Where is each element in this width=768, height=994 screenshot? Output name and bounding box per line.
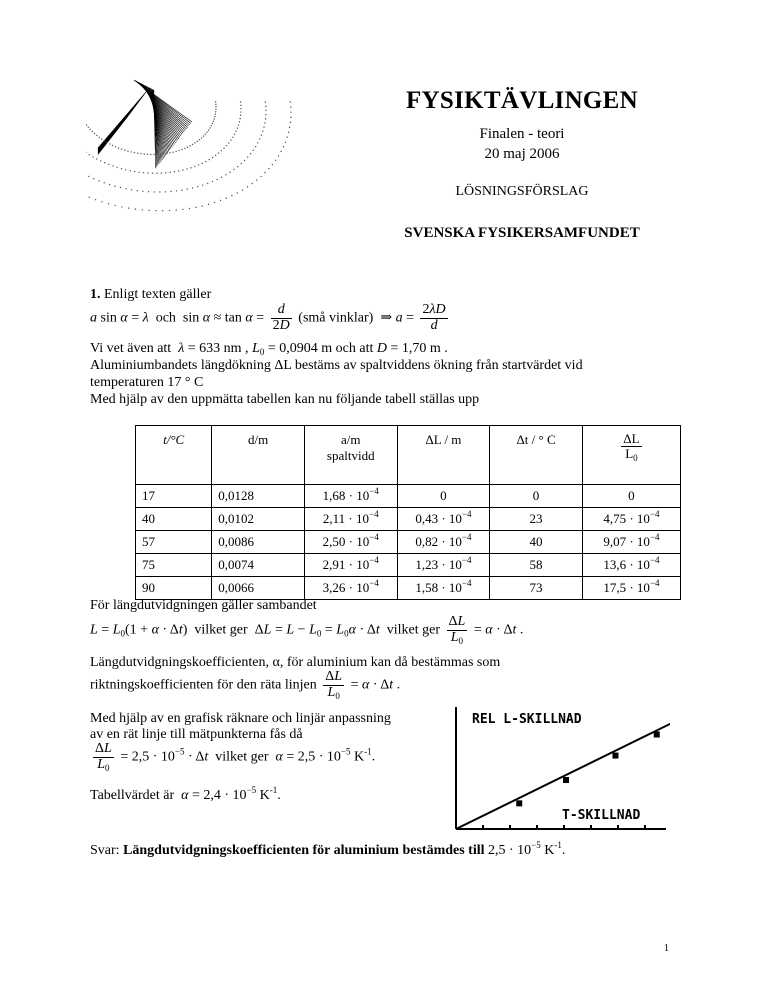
header-a-sub: spaltvidd bbox=[326, 448, 375, 463]
table-cell: $2,91 \cdot 10^{-4}$ bbox=[304, 554, 397, 577]
table-cell: $4,75 \cdot 10^{-4}$ bbox=[582, 508, 680, 531]
table-cell: $0,43 \cdot 10^{-4}$ bbox=[397, 508, 490, 531]
table-row bbox=[136, 554, 681, 577]
paragraph-2: Med hjälp av den uppmätta tabellen kan nu följande tabell ställas upp bbox=[90, 392, 480, 407]
calc-line-1: Med hjälp av en grafisk räknare och linjär anpassning bbox=[90, 711, 391, 726]
table-cell: 40 bbox=[490, 531, 583, 554]
table-cell: $2,50 \cdot 10^{-4}$ bbox=[304, 531, 397, 554]
answer-unit: K bbox=[544, 843, 555, 858]
known-values: Vi vet även att λ = 633 nm , $L_0 = 0,0904$ m och att D = 1,70 m . bbox=[90, 341, 448, 357]
header-ratio-num: ΔL bbox=[623, 431, 640, 446]
table-cell: $17,5 \cdot 10^{-4}$ bbox=[582, 577, 680, 600]
equation-1: a sin α = λ och sin α ≈ tan α = $\frac{d}{2D}$ (små vinklar) ⇒ a = $\frac{2\lambda D}{d}$ bbox=[90, 302, 446, 333]
table-cell: 40 bbox=[136, 508, 212, 531]
alpha-unit: K bbox=[354, 749, 365, 765]
table-row bbox=[136, 577, 681, 600]
calc-line-2: av en rät linje till mätpunkterna fås då bbox=[90, 727, 303, 742]
table-cell: 0 bbox=[490, 485, 583, 508]
known-prefix: Vi vet även att bbox=[90, 341, 172, 356]
alpha-exp: −5 bbox=[340, 746, 351, 757]
data-point bbox=[563, 777, 569, 783]
organization: SVENSKA FYSIKERSAMFUNDET bbox=[404, 225, 640, 241]
data-point bbox=[516, 800, 522, 806]
header-t: t/°C bbox=[163, 432, 185, 447]
subtitle-final: Finalen - teori bbox=[479, 126, 565, 142]
data-point bbox=[654, 732, 660, 738]
equation-expansion: $L = L_0(1 + \alpha \cdot \Delta t)$ vilket ger $\Delta L = L - L_0 = L_0\alpha \cdot \Delta t$ vilket ger $\frac{\Delta L}{L_0}$ = α · Δt . bbox=[90, 614, 524, 646]
answer-value: 2,5 · 10 bbox=[488, 843, 532, 858]
lambda-value: = 633 nm , bbox=[187, 341, 249, 356]
table-value: = 2,4 · 10 bbox=[192, 788, 247, 803]
problem-number: 1. bbox=[90, 287, 101, 302]
table-cell: $1,68 \cdot 10^{-4}$ bbox=[304, 485, 397, 508]
table-value-unit: K bbox=[259, 788, 270, 803]
table-cell: 58 bbox=[490, 554, 583, 577]
paragraph-1a: Aluminiumbandets längdökning ΔL bestäms av spaltviddens ökning från startvärdet vid bbox=[90, 358, 583, 373]
table-cell: 0,0074 bbox=[212, 554, 305, 577]
plot-ylabel: REL L-SKILLNAD bbox=[472, 712, 582, 727]
table-row bbox=[136, 508, 681, 531]
result-exp: −5 bbox=[174, 746, 185, 757]
table-cell: 0 bbox=[397, 485, 490, 508]
table-cell: 90 bbox=[136, 577, 212, 600]
table-header-row: t/°C d/m a/m spaltvidd ΔL / m Δt / ° C $\frac{\Delta L}{L_0}$ bbox=[136, 426, 681, 485]
derivation-intro: För längdutvidgningen gäller sambandet bbox=[90, 598, 317, 613]
D-value: = 1,70 m . bbox=[390, 341, 448, 356]
table-row bbox=[136, 531, 681, 554]
alpha-value: = 2,5 · 10 bbox=[286, 749, 341, 765]
page-number: 1 bbox=[664, 943, 669, 954]
answer-exp: −5 bbox=[531, 840, 541, 850]
table-cell: $0,82 \cdot 10^{-4}$ bbox=[397, 531, 490, 554]
header-dL: ΔL / m bbox=[425, 432, 462, 447]
slope-line: riktningskoefficienten för den räta linjen $\frac{\Delta L}{L_0}$ = α · Δt . bbox=[90, 669, 401, 701]
vilket-ger-2: vilket ger bbox=[386, 622, 440, 638]
header-a: a/m bbox=[341, 432, 361, 447]
table-cell: $2,11 \cdot 10^{-4}$ bbox=[304, 508, 397, 531]
table-value-unit-exp: -1 bbox=[269, 785, 278, 795]
subtitle-date: 20 maj 2006 bbox=[484, 146, 560, 162]
table-cell: 23 bbox=[490, 508, 583, 531]
table-cell: 0,0066 bbox=[212, 577, 305, 600]
result-value: = 2,5 · 10 bbox=[120, 749, 175, 765]
slope-text: riktningskoefficienten för den räta linjen bbox=[90, 677, 317, 693]
answer-line: Svar: Längdutvidgningskoefficienten för aluminium bestämdes till $2,5 \cdot 10^{-5}$ $K^{-1}$. bbox=[90, 840, 566, 858]
doc-type: LÖSNINGSFÖRSLAG bbox=[455, 184, 589, 199]
header-dt: Δt / ° C bbox=[516, 432, 556, 447]
table-cell: $9,07 \cdot 10^{-4}$ bbox=[582, 531, 680, 554]
table-cell: 0,0128 bbox=[212, 485, 305, 508]
header-ratio-den: L bbox=[625, 445, 634, 461]
och-word: och bbox=[155, 310, 176, 326]
data-point bbox=[613, 753, 619, 759]
vilket-ger-1: vilket ger bbox=[194, 622, 248, 638]
data-table bbox=[135, 425, 681, 600]
table-cell: 0,0102 bbox=[212, 508, 305, 531]
coef-line: Längdutvidgningskoefficienten, α, för aluminium kan då bestämmas som bbox=[90, 655, 501, 670]
intro-text: Enligt texten gäller bbox=[104, 287, 212, 302]
table-value-line: Tabellvärdet är $\alpha = 2,4 \cdot 10^{-5}$ $K^{-1}$. bbox=[90, 785, 281, 803]
result-equation: $\frac{\Delta L}{L_0}$ = $2,5 \cdot 10^{-5} \cdot \Delta t$ vilket ger $\alpha = 2,5 \cdot 10^{-5}$ $K^{-1}$. bbox=[95, 741, 376, 773]
logo-graphic bbox=[86, 62, 354, 230]
table-cell: 17 bbox=[136, 485, 212, 508]
calculator-plot bbox=[450, 703, 670, 833]
table-cell: $1,23 \cdot 10^{-4}$ bbox=[397, 554, 490, 577]
L0-value: = 0,0904 m och att bbox=[267, 341, 374, 356]
table-value-exp: −5 bbox=[246, 785, 257, 795]
paragraph-1b: temperaturen 17 ° C bbox=[90, 375, 204, 390]
table-cell: $13,6 \cdot 10^{-4}$ bbox=[582, 554, 680, 577]
small-angles-note: (små vinklar) bbox=[298, 310, 374, 326]
table-value-prefix: Tabellvärdet är bbox=[90, 788, 175, 803]
answer-text: Längdutvidgningskoefficienten för aluminium bestämdes till bbox=[123, 843, 485, 858]
problem-intro bbox=[90, 287, 211, 303]
table-row bbox=[136, 485, 681, 508]
table-cell: 0,0086 bbox=[212, 531, 305, 554]
table-cell: 57 bbox=[136, 531, 212, 554]
table-cell: $3,26 \cdot 10^{-4}$ bbox=[304, 577, 397, 600]
table-cell: 0 bbox=[582, 485, 680, 508]
alpha-unit-exp: -1 bbox=[364, 746, 372, 757]
header-d: d/m bbox=[248, 432, 269, 447]
page-title: FYSIKTÄVLINGEN bbox=[405, 87, 639, 114]
table-cell: 75 bbox=[136, 554, 212, 577]
answer-prefix: Svar: bbox=[90, 843, 120, 858]
answer-unit-exp: -1 bbox=[554, 840, 562, 850]
table-cell: $1,58 \cdot 10^{-4}$ bbox=[397, 577, 490, 600]
table-cell: 73 bbox=[490, 577, 583, 600]
vilket-ger-3: vilket ger bbox=[215, 749, 269, 765]
plot-xlabel: T-SKILLNAD bbox=[562, 808, 641, 823]
